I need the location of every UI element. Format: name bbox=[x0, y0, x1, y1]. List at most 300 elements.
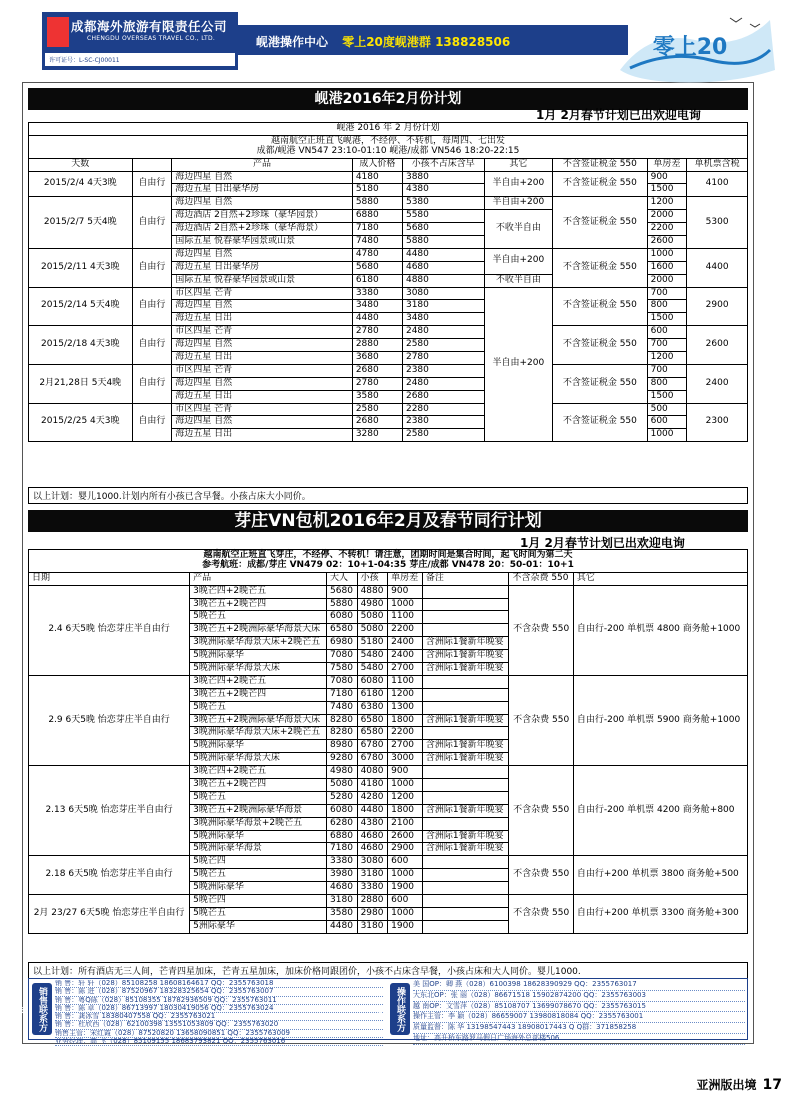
child-price-cell: 4880 bbox=[357, 585, 388, 598]
operation-contacts bbox=[375, 979, 747, 1042]
column-header: 小孩不占床含早 bbox=[402, 158, 484, 171]
child-price-cell: 5880 bbox=[402, 236, 484, 249]
product-cell: 5洲际豪华 bbox=[190, 920, 327, 933]
date-cell: 2015/2/11 4天3晚 bbox=[29, 248, 133, 287]
single-room-cell: 2400 bbox=[388, 637, 423, 650]
child-price-cell: 4680 bbox=[402, 261, 484, 274]
header-row bbox=[29, 158, 748, 171]
single-room-cell: 1200 bbox=[388, 688, 423, 701]
product-cell: 5晚芒五 bbox=[190, 869, 327, 882]
product-cell: 海边五星 日出 bbox=[172, 390, 353, 403]
other-cell: 自由行-200 单机票 4800 商务舱+1000 bbox=[573, 585, 747, 675]
child-price-cell: 5680 bbox=[402, 223, 484, 236]
visa-cell: 不含签证税金 550 bbox=[553, 326, 648, 365]
adult-price-cell: 6180 bbox=[352, 274, 402, 287]
intro-line: 成都/岘港 VN547 23:10-01:10 岘港/成都 VN546 18:20-22:15 bbox=[256, 145, 520, 156]
visa-cell: 不含签证税金 550 bbox=[553, 197, 648, 249]
adult-price-cell: 9280 bbox=[327, 753, 358, 766]
adult-price-cell: 3180 bbox=[327, 895, 358, 908]
mode-cell: 自由行 bbox=[132, 171, 172, 197]
ticket-cell: 2600 bbox=[687, 326, 748, 365]
adult-price-cell: 2780 bbox=[352, 377, 402, 390]
single-room-cell: 600 bbox=[647, 416, 687, 429]
column-header: 其它 bbox=[573, 572, 747, 585]
table-row bbox=[29, 248, 748, 261]
child-price-cell: 2580 bbox=[402, 429, 484, 442]
single-room-cell: 1600 bbox=[647, 261, 687, 274]
other-cell: 不收半自由 bbox=[484, 210, 552, 249]
ticket-cell: 4100 bbox=[687, 171, 748, 197]
page-footer bbox=[697, 1076, 783, 1093]
product-cell: 5晚洲际豪华 bbox=[190, 740, 327, 753]
single-room-cell: 2100 bbox=[388, 817, 423, 830]
remark-cell bbox=[422, 779, 509, 792]
product-cell: 海边四星 自然 bbox=[172, 197, 353, 210]
product-cell: 3晚芒四+2晚芒五 bbox=[190, 675, 327, 688]
center-title bbox=[250, 30, 516, 53]
center-title-text: 岘港操作中心 bbox=[256, 35, 329, 49]
remark-cell bbox=[422, 869, 509, 882]
mode-cell: 自由行 bbox=[132, 403, 172, 442]
date-cell: 2月 23/27 6天5晚 怡恋芽庄半自由行 bbox=[29, 895, 190, 934]
other-cell: 半自由+200 bbox=[484, 171, 552, 197]
remark-cell: 含洲际1餐新年晚宴 bbox=[422, 843, 509, 856]
product-cell: 国际五星 悦春豪华园景或山景 bbox=[172, 274, 353, 287]
sales-contacts bbox=[17, 979, 385, 1046]
adult-price-cell: 6980 bbox=[327, 637, 358, 650]
column-header bbox=[132, 158, 172, 171]
remark-cell bbox=[422, 856, 509, 869]
remark-cell bbox=[422, 882, 509, 895]
date-cell: 2.9 6天5晚 怡恋芽庄半自由行 bbox=[29, 675, 190, 765]
child-price-cell: 2380 bbox=[402, 364, 484, 377]
product-cell: 市区四星 芒青 bbox=[172, 364, 353, 377]
mode-cell: 自由行 bbox=[132, 364, 172, 403]
child-price-cell: 3080 bbox=[402, 287, 484, 300]
single-room-cell: 1500 bbox=[647, 313, 687, 326]
visa-cell: 不含签证税金 550 bbox=[553, 403, 648, 442]
child-price-cell: 4880 bbox=[402, 274, 484, 287]
table-row bbox=[29, 675, 748, 688]
product-cell: 5晚芒五 bbox=[190, 791, 327, 804]
product-cell: 国际五星 悦春豪华园景或山景 bbox=[172, 236, 353, 249]
child-price-cell: 3180 bbox=[357, 869, 388, 882]
child-price-cell: 6780 bbox=[357, 740, 388, 753]
adult-price-cell: 6280 bbox=[327, 817, 358, 830]
contact-line: 质量监督：陈 华 13198547443 18908017443 Q Q群：371858258 bbox=[413, 1023, 745, 1034]
adult-price-cell: 3280 bbox=[352, 429, 402, 442]
date-cell: 2.13 6天5晚 怡恋芽庄半自由行 bbox=[29, 766, 190, 856]
product-cell: 市区四星 芒青 bbox=[172, 287, 353, 300]
table-intro bbox=[29, 135, 748, 158]
product-cell: 5晚芒五 bbox=[190, 907, 327, 920]
remark-cell bbox=[422, 895, 509, 908]
child-price-cell: 5180 bbox=[357, 637, 388, 650]
adult-price-cell: 7180 bbox=[327, 843, 358, 856]
adult-price-cell: 4480 bbox=[352, 313, 402, 326]
adult-price-cell: 5880 bbox=[327, 598, 358, 611]
product-cell: 市区四星 芒青 bbox=[172, 403, 353, 416]
child-price-cell: 5480 bbox=[357, 650, 388, 663]
child-price-cell: 5580 bbox=[402, 210, 484, 223]
child-price-cell: 6080 bbox=[357, 675, 388, 688]
remark-cell bbox=[422, 701, 509, 714]
adult-price-cell: 3380 bbox=[352, 287, 402, 300]
section2-title: 芽庄VN包机2016年2月及春节同行计划 bbox=[28, 510, 748, 532]
child-price-cell: 4680 bbox=[357, 843, 388, 856]
remark-cell: 含洲际1餐新年晚宴 bbox=[422, 830, 509, 843]
product-cell: 5晚洲际豪华 bbox=[190, 830, 327, 843]
product-cell: 3晚芒四+2晚芒五 bbox=[190, 766, 327, 779]
single-room-cell: 800 bbox=[647, 377, 687, 390]
brand-text: 零上20 bbox=[652, 35, 728, 60]
adult-price-cell: 5280 bbox=[327, 791, 358, 804]
single-room-cell: 1000 bbox=[388, 907, 423, 920]
mode-cell: 自由行 bbox=[132, 287, 172, 326]
single-room-cell: 600 bbox=[388, 856, 423, 869]
single-room-cell: 1800 bbox=[388, 714, 423, 727]
single-room-cell: 3000 bbox=[388, 753, 423, 766]
remark-cell bbox=[422, 817, 509, 830]
ticket-cell: 2300 bbox=[687, 403, 748, 442]
adult-price-cell: 3380 bbox=[327, 856, 358, 869]
product-cell: 5晚洲际豪华海景 bbox=[190, 843, 327, 856]
child-price-cell: 5080 bbox=[357, 624, 388, 637]
child-price-cell: 4180 bbox=[357, 779, 388, 792]
adult-price-cell: 2680 bbox=[352, 416, 402, 429]
contact-line: 销 售：陈 进（028）87520967 18328325654 QQ：2355763007 bbox=[55, 988, 383, 996]
child-price-cell: 5080 bbox=[357, 611, 388, 624]
header-row bbox=[29, 572, 748, 585]
table-body bbox=[29, 572, 748, 933]
date-cell: 2015/2/7 5天4晚 bbox=[29, 197, 133, 249]
remark-cell: 含洲际1餐新年晚宴 bbox=[422, 804, 509, 817]
contacts-panel bbox=[17, 978, 748, 1046]
intro-line: 越南航空正班直飞岘港，不经停、不转机，每周四、七出发 bbox=[270, 135, 505, 146]
mode-cell: 自由行 bbox=[132, 326, 172, 365]
adult-price-cell: 7480 bbox=[352, 236, 402, 249]
other-cell: 半自由+200 bbox=[484, 197, 552, 210]
danang-plan-table bbox=[28, 122, 748, 442]
ticket-cell: 2900 bbox=[687, 287, 748, 326]
adult-price-cell: 5180 bbox=[352, 184, 402, 197]
remark-cell: 含洲际1餐新年晚宴 bbox=[422, 650, 509, 663]
adult-price-cell: 3680 bbox=[352, 352, 402, 365]
adult-price-cell: 7080 bbox=[327, 675, 358, 688]
product-cell: 5晚芒五 bbox=[190, 611, 327, 624]
table-row bbox=[29, 326, 748, 339]
single-room-cell: 1200 bbox=[647, 197, 687, 210]
child-price-cell: 3080 bbox=[357, 856, 388, 869]
remark-cell bbox=[422, 624, 509, 637]
child-price-cell: 4380 bbox=[402, 184, 484, 197]
logo-mark-icon bbox=[47, 17, 69, 47]
column-header: 不含签证税金 550 bbox=[553, 158, 648, 171]
mode-cell: 自由行 bbox=[132, 197, 172, 249]
single-room-cell: 900 bbox=[647, 171, 687, 184]
remark-cell bbox=[422, 766, 509, 779]
adult-price-cell: 7180 bbox=[352, 223, 402, 236]
child-price-cell: 2480 bbox=[402, 377, 484, 390]
product-cell: 5晚洲际豪华海景大床 bbox=[190, 663, 327, 676]
product-cell: 海边四星 自然 bbox=[172, 339, 353, 352]
table-row bbox=[29, 856, 748, 869]
adult-price-cell: 7080 bbox=[327, 650, 358, 663]
child-price-cell: 4280 bbox=[357, 791, 388, 804]
date-cell: 2.18 6天5晚 怡恋芽庄半自由行 bbox=[29, 856, 190, 895]
visa-cell: 不含签证税金 550 bbox=[553, 287, 648, 326]
adult-price-cell: 2780 bbox=[352, 326, 402, 339]
remark-cell bbox=[422, 688, 509, 701]
child-price-cell: 4480 bbox=[402, 248, 484, 261]
column-header: 不含杂费 550 bbox=[509, 572, 573, 585]
single-room-cell: 1900 bbox=[388, 920, 423, 933]
visa-cell: 不含签证税金 550 bbox=[553, 171, 648, 197]
adult-price-cell: 2680 bbox=[352, 364, 402, 377]
child-price-cell: 2580 bbox=[402, 339, 484, 352]
contact-line: 操作主管：李 颖（028）86659007 13980818084 QQ：2355763001 bbox=[413, 1012, 745, 1023]
product-cell: 海边酒店 2自然+2珍珠（豪华园景） bbox=[172, 210, 353, 223]
contact-line: 销 售：粤Q陈（028）85108355 18782936509 QQ：2355763011 bbox=[55, 997, 383, 1005]
remark-cell: 含洲际1餐新年晚宴 bbox=[422, 663, 509, 676]
child-price-cell: 2680 bbox=[402, 390, 484, 403]
adult-price-cell: 4180 bbox=[352, 171, 402, 184]
adult-price-cell: 8280 bbox=[327, 714, 358, 727]
single-room-cell: 900 bbox=[388, 766, 423, 779]
product-cell: 海边酒店 2自然+2珍珠（豪华海景） bbox=[172, 223, 353, 236]
sales-contact-list bbox=[55, 980, 383, 1046]
single-room-cell: 2200 bbox=[388, 624, 423, 637]
product-cell: 海边五星 日出豪华房 bbox=[172, 261, 353, 274]
section1-title: 岘港2016年2月份计划 bbox=[28, 88, 748, 110]
footer-text: 亚洲版出境 bbox=[696, 1078, 757, 1092]
remark-cell: 含洲际1餐新年晚宴 bbox=[422, 714, 509, 727]
table-title: 岘港 2016 年 2 月份计划 bbox=[29, 123, 748, 136]
contact-line: 销 售：陈 卓（028）86713997 18030419056 QQ：2355763024 bbox=[55, 1005, 383, 1013]
remark-cell: 含洲际1餐新年晚宴 bbox=[422, 740, 509, 753]
operation-contact-list bbox=[413, 980, 745, 1045]
ticket-cell: 5300 bbox=[687, 197, 748, 249]
remark-cell bbox=[422, 791, 509, 804]
table-intro bbox=[29, 550, 748, 573]
product-cell: 5晚洲际豪华海景大床 bbox=[190, 753, 327, 766]
child-price-cell: 2980 bbox=[357, 907, 388, 920]
fee-cell: 不含杂费 550 bbox=[509, 895, 573, 934]
column-header: 备注 bbox=[422, 572, 509, 585]
single-room-cell: 1200 bbox=[388, 791, 423, 804]
product-cell: 海边五星 日出 bbox=[172, 313, 353, 326]
single-room-cell: 700 bbox=[647, 339, 687, 352]
child-price-cell: 4480 bbox=[357, 804, 388, 817]
product-cell: 海边五星 日出 bbox=[172, 429, 353, 442]
column-header: 大人 bbox=[327, 572, 358, 585]
child-price-cell: 2480 bbox=[402, 326, 484, 339]
single-room-cell: 2200 bbox=[647, 223, 687, 236]
adult-price-cell: 5080 bbox=[327, 779, 358, 792]
section2-subtitle: 1月 2月春节计划已出欢迎电询 bbox=[520, 536, 685, 550]
product-cell: 海边四星 自然 bbox=[172, 416, 353, 429]
other-cell: 不收半自由 bbox=[484, 274, 552, 287]
adult-price-cell: 2580 bbox=[352, 403, 402, 416]
column-header: 天数 bbox=[29, 158, 133, 171]
single-room-cell: 2200 bbox=[388, 727, 423, 740]
remark-cell: 含洲际1餐新年晚宴 bbox=[422, 637, 509, 650]
column-header: 产品 bbox=[172, 158, 353, 171]
product-cell: 5晚洲际豪华 bbox=[190, 650, 327, 663]
remark-cell bbox=[422, 727, 509, 740]
remark-cell bbox=[422, 585, 509, 598]
table-row bbox=[29, 197, 748, 210]
child-price-cell: 6580 bbox=[357, 714, 388, 727]
sales-contacts-label: 销售联系方式 bbox=[32, 983, 52, 1035]
section1-subtitle: 1月 2月春节计划已出欢迎电询 bbox=[536, 108, 701, 122]
single-room-cell: 1800 bbox=[388, 804, 423, 817]
remark-cell bbox=[422, 675, 509, 688]
single-room-cell: 2600 bbox=[647, 236, 687, 249]
section1-footnote: 以上计划：婴儿1000.计划内所有小孩已含早餐。小孩占床大小同价。 bbox=[28, 487, 748, 504]
adult-price-cell: 6880 bbox=[327, 830, 358, 843]
contact-line: 业务经理：高 飞（028）85109155 18683793821 QQ：2355763016 bbox=[55, 1038, 383, 1046]
child-price-cell: 2380 bbox=[402, 416, 484, 429]
table-row bbox=[29, 364, 748, 377]
adult-price-cell: 6580 bbox=[327, 624, 358, 637]
other-cell: 自由行+200 单机票 3300 商务舱+300 bbox=[573, 895, 747, 934]
adult-price-cell: 7580 bbox=[327, 663, 358, 676]
product-cell: 3晚芒五+2晚芒四 bbox=[190, 779, 327, 792]
adult-price-cell: 6080 bbox=[327, 611, 358, 624]
product-cell: 海边五星 日出 bbox=[172, 352, 353, 365]
remark-cell bbox=[422, 907, 509, 920]
single-room-cell: 600 bbox=[647, 326, 687, 339]
other-cell: 自由行+200 单机票 3800 商务舱+500 bbox=[573, 856, 747, 895]
product-cell: 3晚洲际豪华海景大床+2晚芒五 bbox=[190, 727, 327, 740]
single-room-cell: 2600 bbox=[388, 830, 423, 843]
contact-line: 地址：高升桥东路罗马假日广场海外总部楼506 bbox=[413, 1034, 745, 1045]
product-cell: 海边四星 自然 bbox=[172, 300, 353, 313]
contact-line: 美 国OP：卿 燕（028）6100398 18628390929 QQ：2355763017 bbox=[413, 980, 745, 991]
adult-price-cell: 3980 bbox=[327, 869, 358, 882]
single-room-cell: 1200 bbox=[647, 352, 687, 365]
nhatrang-plan-table bbox=[28, 549, 748, 934]
single-room-cell: 1100 bbox=[388, 675, 423, 688]
single-room-cell: 700 bbox=[647, 287, 687, 300]
date-cell: 2月21,28日 5天4晚 bbox=[29, 364, 133, 403]
brand-logo bbox=[610, 10, 780, 88]
product-cell: 3晚芒五+2晚芒四 bbox=[190, 598, 327, 611]
child-price-cell: 4080 bbox=[357, 766, 388, 779]
child-price-cell: 3880 bbox=[402, 171, 484, 184]
adult-price-cell: 3480 bbox=[352, 300, 402, 313]
page-number: 17 bbox=[762, 1077, 782, 1093]
child-price-cell: 4980 bbox=[357, 598, 388, 611]
table-row bbox=[29, 766, 748, 779]
child-price-cell: 6780 bbox=[357, 753, 388, 766]
product-cell: 5晚洲际豪华 bbox=[190, 882, 327, 895]
column-header: 单房差 bbox=[647, 158, 687, 171]
single-room-cell: 1000 bbox=[647, 248, 687, 261]
product-cell: 海边四星 自然 bbox=[172, 377, 353, 390]
table-row bbox=[29, 403, 748, 416]
single-room-cell: 2400 bbox=[388, 650, 423, 663]
product-cell: 3晚洲际豪华海景+2晚芒五 bbox=[190, 817, 327, 830]
single-room-cell: 1500 bbox=[647, 184, 687, 197]
table-row bbox=[29, 585, 748, 598]
single-room-cell: 2900 bbox=[388, 843, 423, 856]
single-room-cell: 1000 bbox=[388, 598, 423, 611]
child-price-cell: 3480 bbox=[402, 313, 484, 326]
adult-price-cell: 8280 bbox=[327, 727, 358, 740]
column-header: 产品 bbox=[190, 572, 327, 585]
single-room-cell: 800 bbox=[647, 300, 687, 313]
child-price-cell: 3380 bbox=[357, 882, 388, 895]
adult-price-cell: 5880 bbox=[352, 197, 402, 210]
company-logo bbox=[42, 12, 238, 70]
qq-group: 零上20度岘港群 138828506 bbox=[342, 35, 511, 49]
company-name-en: CHENGDU OVERSEAS TRAVEL CO., LTD. bbox=[87, 35, 216, 42]
product-cell: 3晚芒五+2晚洲际豪华海景大床 bbox=[190, 624, 327, 637]
child-price-cell: 2880 bbox=[357, 895, 388, 908]
adult-price-cell: 7480 bbox=[327, 701, 358, 714]
section2-footnote: 以上计划：所有酒店无三人间，芒青四星加床，芒青五星加床，加床价格同跟团价，小孩不占床含早餐，小孩占床和大人同价。婴儿1000. bbox=[28, 962, 748, 979]
column-header: 其它 bbox=[484, 158, 552, 171]
mode-cell: 自由行 bbox=[132, 248, 172, 287]
adult-price-cell: 4480 bbox=[327, 920, 358, 933]
single-room-cell: 1000 bbox=[388, 869, 423, 882]
single-room-cell: 1000 bbox=[388, 779, 423, 792]
product-cell: 5晚芒四 bbox=[190, 895, 327, 908]
product-cell: 市区四星 芒青 bbox=[172, 326, 353, 339]
contact-line: 越 南OP：文雪萍（028）85108707 13699078670 QQ：2355763015 bbox=[413, 1002, 745, 1013]
single-room-cell: 1500 bbox=[647, 390, 687, 403]
fee-cell: 不含杂费 550 bbox=[509, 585, 573, 675]
contact-line: 销 售：龚冰雪 18380407558 QQ：2355763021 bbox=[55, 1013, 383, 1021]
child-price-cell: 4380 bbox=[357, 817, 388, 830]
visa-cell: 不含签证税金 550 bbox=[553, 364, 648, 403]
visa-cell: 不含签证税金 550 bbox=[553, 248, 648, 287]
other-cell: 自由行-200 单机票 5900 商务舱+1000 bbox=[573, 675, 747, 765]
date-cell: 2.4 6天5晚 怡恋芽庄半自由行 bbox=[29, 585, 190, 675]
product-cell: 海边四星 自然 bbox=[172, 171, 353, 184]
other-cell: 半自由+200 bbox=[484, 248, 552, 274]
single-room-cell: 1000 bbox=[647, 429, 687, 442]
column-header: 单房差 bbox=[388, 572, 423, 585]
single-room-cell: 500 bbox=[647, 403, 687, 416]
child-price-cell: 3180 bbox=[357, 920, 388, 933]
ticket-cell: 2400 bbox=[687, 364, 748, 403]
contact-line: 销售主管：宋红霞（028）87520820 13658090851 QQ：2355763009 bbox=[55, 1030, 383, 1038]
table-body bbox=[29, 158, 748, 442]
operation-contacts-label: 操作联系方式 bbox=[390, 983, 410, 1035]
single-room-cell: 600 bbox=[388, 895, 423, 908]
child-price-cell: 2280 bbox=[402, 403, 484, 416]
header bbox=[28, 10, 780, 80]
adult-price-cell: 3580 bbox=[327, 907, 358, 920]
remark-cell bbox=[422, 920, 509, 933]
adult-price-cell: 8980 bbox=[327, 740, 358, 753]
single-room-cell: 700 bbox=[647, 364, 687, 377]
product-cell: 3晚芒五+2晚洲际豪华海景大床 bbox=[190, 714, 327, 727]
company-name-cn: 成都海外旅游有限责任公司 bbox=[71, 19, 228, 34]
ticket-cell: 4400 bbox=[687, 248, 748, 287]
single-room-cell: 1300 bbox=[388, 701, 423, 714]
product-cell: 5晚芒四 bbox=[190, 856, 327, 869]
child-price-cell: 2780 bbox=[402, 352, 484, 365]
intro-line: 越南航空正班直飞芽庄，不经停、不转机！请注意，团期时间是集合时间，起飞时间为第二天 bbox=[203, 550, 573, 560]
column-header: 成人价格 bbox=[352, 158, 402, 171]
product-cell: 3晚芒四+2晚芒五 bbox=[190, 585, 327, 598]
column-header: 日期 bbox=[29, 572, 190, 585]
other-cell: 半自由+200 bbox=[484, 287, 552, 442]
